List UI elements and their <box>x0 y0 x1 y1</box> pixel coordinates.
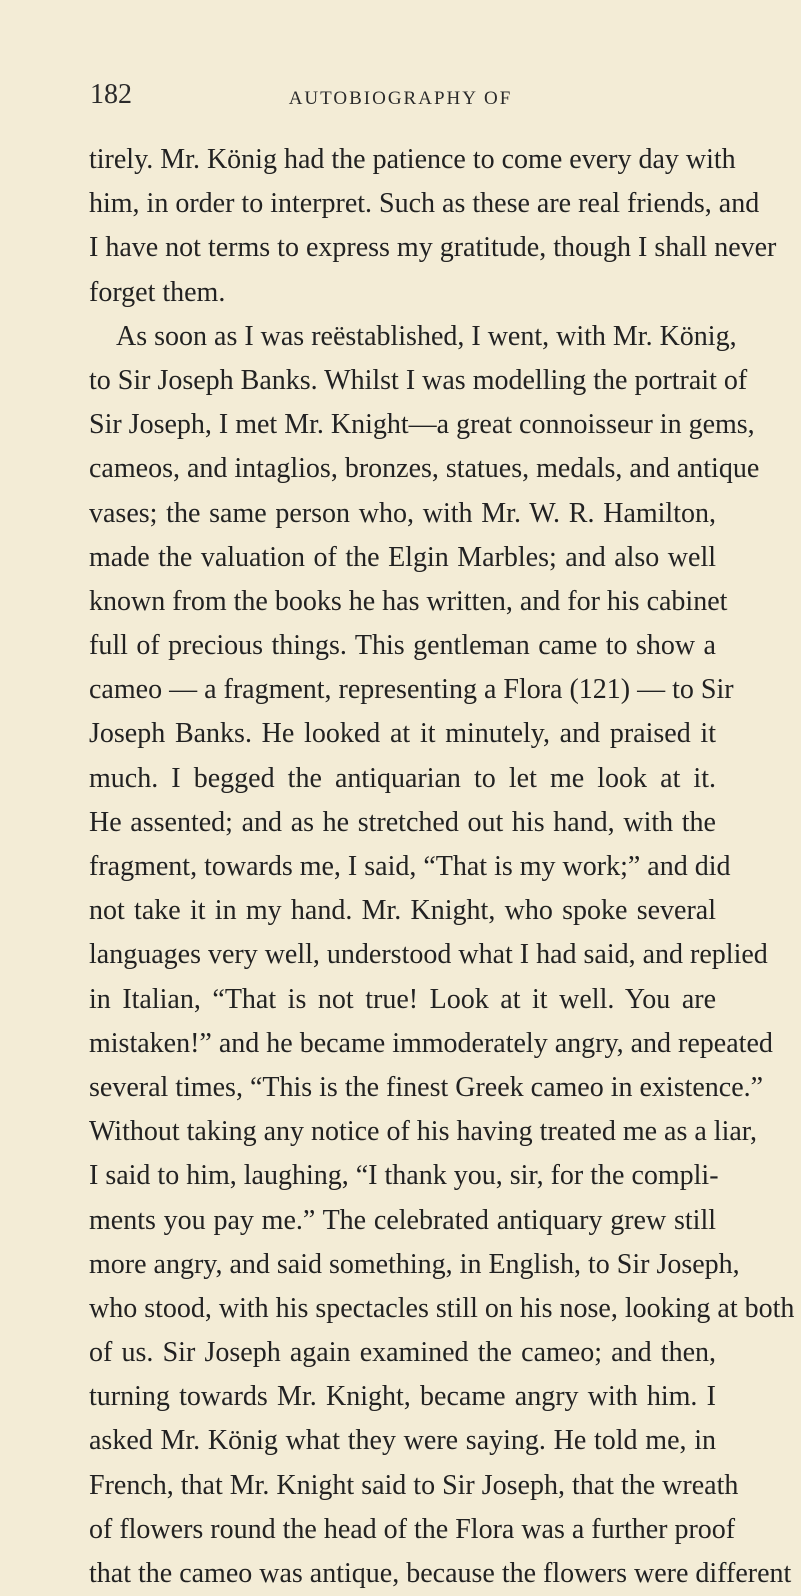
page-number: 182 <box>90 79 132 110</box>
text-line: He assented; and as he stretched out his hand, with the <box>89 806 716 838</box>
text-line: in Italian, “That is not true! Look at it well. You are <box>89 983 716 1015</box>
text-line: Joseph Banks. He looked at it minutely, and praised it <box>89 718 716 750</box>
text-line: of flowers round the head of the Flora was a further proof <box>89 1513 736 1545</box>
text-line: tirely. Mr. König had the patience to come every day with <box>89 144 736 175</box>
text-line: cameos, and intaglios, bronzes, statues, medals, and antique <box>89 453 760 485</box>
text-line: turning towards Mr. Knight, became angry with him. I <box>89 1381 716 1413</box>
text-line: to Sir Joseph Banks. Whilst I was modelling the portrait of <box>89 364 748 396</box>
text-line: I have not terms to express my gratitude, though I shall never <box>89 232 777 264</box>
text-line: fragment, towards me, I said, “That is my work;” and did <box>89 851 731 882</box>
body-text <box>89 138 795 1596</box>
text-line: forget them. <box>89 276 226 308</box>
text-line: mistaken!” and he became immoderately angry, and repeated <box>89 1027 773 1059</box>
text-line: that the cameo was antique, because the flowers were different <box>89 1558 792 1589</box>
text-line: languages very well, understood what I had said, and replied <box>89 939 768 971</box>
text-line: who stood, with his spectacles still on his nose, looking at both <box>89 1292 795 1324</box>
text-line: made the valuation of the Elgin Marbles; and also well <box>89 541 716 573</box>
text-line: of us. Sir Joseph again examined the cameo; and then, <box>89 1337 716 1369</box>
text-line: cameo — a fragment, representing a Flora (121) — to Sir <box>89 674 734 706</box>
text-line: I said to him, laughing, “I thank you, sir, for the compli- <box>89 1160 719 1192</box>
text-line: him, in order to interpret. Such as these are real friends, and <box>89 188 760 220</box>
text-line: French, that Mr. Knight said to Sir Joseph, that the wreath <box>89 1469 739 1501</box>
text-line: several times, “This is the finest Greek cameo in existence.” <box>89 1071 764 1103</box>
paragraph-start-line: As soon as I was reëstablished, I went, with Mr. König, <box>116 320 737 352</box>
text-line: full of precious things. This gentleman came to show a <box>89 630 716 662</box>
text-line: not take it in my hand. Mr. Knight, who spoke several <box>89 895 716 927</box>
text-line: much. I begged the antiquarian to let me look at it. <box>89 762 716 794</box>
text-line: known from the books he has written, and for his cabinet <box>89 585 728 617</box>
text-line: vases; the same person who, with Mr. W. R. Hamilton, <box>89 497 716 529</box>
text-line: more angry, and said something, in English, to Sir Joseph, <box>89 1248 740 1280</box>
text-line: Without taking any notice of his having treated me as a liar, <box>89 1116 757 1148</box>
running-head: AUTOBIOGRAPHY OF <box>288 88 513 109</box>
text-line: asked Mr. König what they were saying. He told me, in <box>89 1425 716 1457</box>
text-line: Sir Joseph, I met Mr. Knight—a great connoisseur in gems, <box>89 409 755 441</box>
text-line: ments you pay me.” The celebrated antiquary grew still <box>89 1204 716 1236</box>
